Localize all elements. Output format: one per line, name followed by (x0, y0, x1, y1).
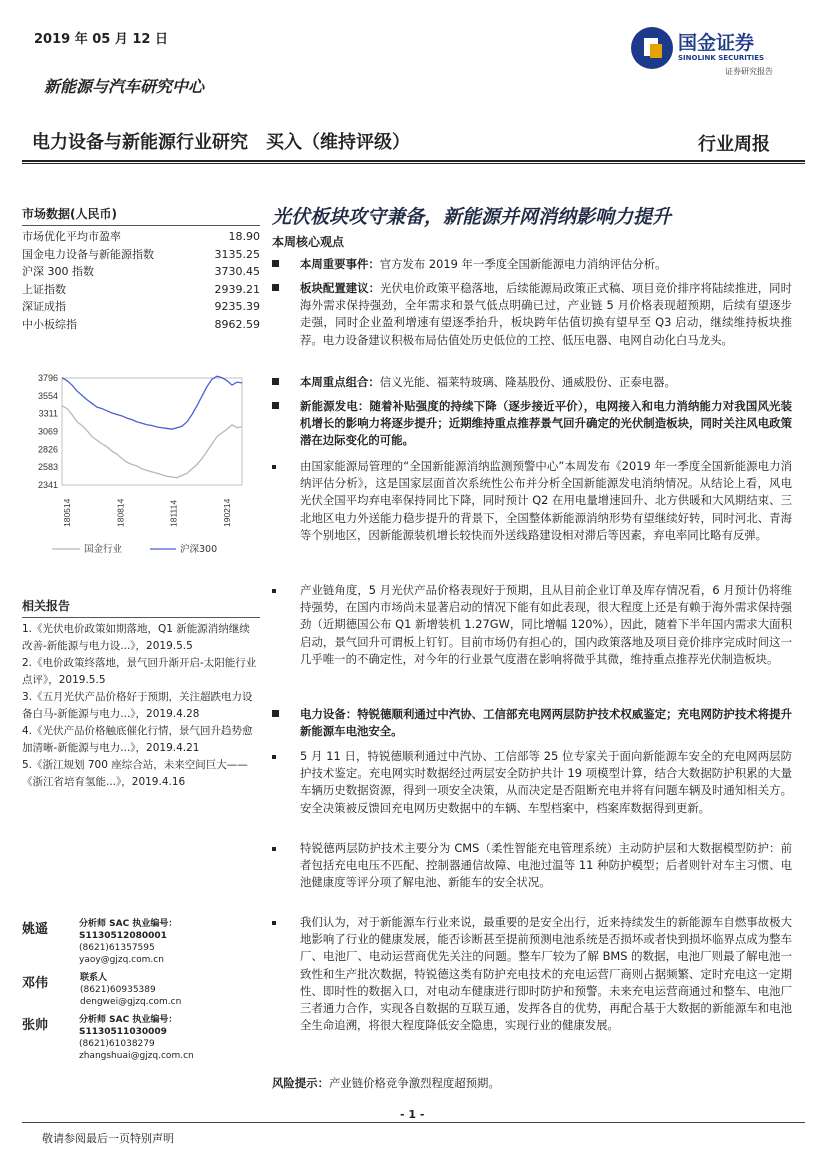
chain-text: 产业链角度，5 月光伏产品价格表现好于预期，且从目前企业订单及库存情况看，6 月预计仍将维持强势，在国内市场尚未显著启动的情况下能有如此表现，很大程度上还是有赖于海外需求保持强劲（近期德国公布 Q1 新增装机 1.27GW，同比增幅 120%），因此，随着下半年国内需求大面积启动，景气回升可谓板上钉钉。目前市场仍有担心的，国内政策落地及项目竞价排序完成时间这一几乎唯一的不确定性，对今年的行业景气度潜在影响将微乎其微，维持重点推荐光伏制造板块。 (300, 583, 792, 666)
market-value: 8962.59 (214, 317, 260, 331)
opinion-text: 我们认为，对于新能源车行业来说，最重要的是安全出行，近来持续发生的新能源车自燃事故极大地影响了行业的健康发展，能否诊断甚至提前预测电池系统是否损坏或者快到损坏临界点成为整车厂、电池厂、电动运营商优先关注的问题。整车厂较为了解 BMS 的数据，电池厂则最了解电池一致性和生产批次数据，特锐德这类有防护充电技术的充电运营厂商则占据频繁、定时充电这一定期性、即时性的数据入口，对电动车健康进行即时防护和预警。未来充电运营商通过和整车、电池厂三者通力合作，实现各自数据的互联互通，发挥各自的优势，再配合基于大数据的新能源车和电池全生命追溯，将很大程度降低安全隐患，实现行业的健康发展。 (300, 915, 792, 1033)
report-date: 2019 年 05 月 12 日 (34, 32, 168, 47)
renewable-text: 新能源发电：随着补贴强度的持续下降（逐步接近平价），电网接入和电力消纳能力对我国风光装机增长的影响力将逐步提升；近期维持重点推荐景气回升确定的光伏制造板块，同时关注风电政策潜在边际变化的可能。 (300, 399, 792, 448)
analyst-card (22, 1014, 262, 1062)
market-value: 3135.25 (214, 247, 260, 261)
market-row (22, 246, 260, 264)
logo-icon (630, 26, 674, 70)
market-label: 深证成指 (22, 300, 66, 313)
market-value: 3730.45 (214, 265, 260, 278)
footer-divider (22, 1122, 805, 1123)
risk-text: 产业链价格竞争激烈程度超预期。 (328, 1076, 500, 1090)
related-report-link[interactable]: 1.《光伏电价政策如期落地，Q1 新能源消纳继续改善-新能源与电力设...》，2019.5.5 (22, 623, 250, 652)
market-heading: 市场数据(人民币) (22, 205, 260, 226)
market-label: 中小板综指 (22, 317, 77, 331)
main-title (272, 202, 792, 229)
analyst-info: (8621)60935389 (80, 985, 156, 995)
related-report-link[interactable]: 4.《光伏产品价格触底催化行情，景气回升趋势愈加清晰-新能源与电力...》，2019.4.21 (22, 725, 253, 754)
x-tick-label: 180814 (115, 498, 126, 527)
related-heading: 相关报告 (22, 599, 71, 613)
para-portfolio (272, 374, 792, 391)
related-report-link[interactable]: 3.《五月光伏产品价格好于预期，关注超跌电力设备白马-新能源与电力...》，2019.4.28 (22, 691, 253, 720)
protection-text: 特锐德两层防护技术主要分为 CMS（柔性智能充电管理系统）主动防护层和大数据模型防护：前者包括充电电压不匹配、控制器通信故障、电池过温等 11 种防护模型；后者则针对车主习惯、电池健康度等评分项了解电池、新能车的安全状况。 (300, 841, 792, 890)
analyst-email[interactable]: dengwei@gjzq.com.cn (80, 997, 182, 1007)
event-text: 官方发布 2019 年一季度全国新能源电力消纳评估分析。 (379, 257, 667, 271)
market-label: 国金电力设备与新能源指数 (22, 247, 154, 261)
market-label: 市场优化平均市盈率 (22, 230, 121, 243)
logo-subtitle: 证券研究报告 (725, 67, 773, 76)
x-tick-label: 190214 (222, 498, 232, 527)
y-tick-label: 2583 (37, 462, 58, 473)
market-row (22, 263, 260, 281)
analyst-card (22, 972, 262, 1008)
analyst-name: 张帅 (22, 1018, 49, 1033)
x-tick-label: 180514 (62, 498, 72, 527)
logo-en: SINOLINK SECURITIES (678, 54, 765, 62)
para-renewable (272, 398, 792, 450)
headline: 光伏板块攻守兼备，新能源并网消纳影响力提升 (272, 206, 672, 228)
analyst-info: (8621)61038279 (79, 1039, 155, 1049)
analyst-card (22, 918, 262, 966)
para-equipment (272, 706, 792, 740)
para-teruide (272, 748, 792, 817)
report-type: 行业周报 (698, 134, 770, 155)
market-value: 2939.21 (214, 282, 260, 296)
portfolio-text: 信义光能、福莱特玻璃、隆基股份、通威股份、正泰电器。 (379, 375, 676, 389)
y-tick-label: 3069 (37, 426, 58, 437)
y-tick-label: 3554 (37, 390, 58, 401)
event-label: 本周重要事件： (300, 257, 380, 271)
risk-note (272, 1075, 500, 1091)
market-row (22, 298, 260, 316)
series-line-hs300 (62, 376, 242, 429)
analyst-name: 姚遥 (22, 922, 49, 937)
analyst-info: 分析师 SAC 执业编号：S1130511030009 (79, 1015, 178, 1037)
analyst-email[interactable]: zhangshuai@gjzq.com.cn (79, 1051, 194, 1061)
market-row (22, 228, 260, 246)
market-label: 上证指数 (22, 282, 66, 296)
analyst-info: 分析师 SAC 执业编号：S1130512080001 (79, 919, 178, 941)
market-data (22, 205, 260, 333)
analyst-name: 邓伟 (22, 976, 49, 991)
para-consumption (272, 458, 792, 544)
para-allocation (272, 280, 792, 349)
market-value: 9235.39 (214, 300, 260, 313)
allocation-text: 光伏电价政策平稳落地，后续能源局政策正式稿、项目竞价排序将陆续推进，同时海外需求保持强劲，全年需求和景气低点明确已过，产业链 5 月价格表现超预期，后续有望逐步走强，同时企业盈利增速有望逐季抬升，板块跨年估值切换有望早至 Q3 启动，继续维持板块推荐。电力设备建议积极布局估值处历史低位的工控、低压电器、电网自动化白马龙头。 (300, 281, 792, 347)
x-tick-label: 181114 (168, 499, 179, 527)
y-tick-label: 3796 (37, 373, 58, 383)
legend-label: 国金行业 (84, 544, 123, 555)
portfolio-label: 本周重点组合： (300, 375, 380, 389)
index-chart (22, 370, 260, 560)
related-report-link[interactable]: 2.《电价政策终落地，景气回升渐开启-太阳能行业点评》，2019.5.5 (22, 657, 257, 686)
legend-label: 沪深300 (180, 544, 218, 555)
risk-label: 风险提示： (272, 1076, 329, 1090)
footer-disclaimer: 敬请参阅最后一页特别声明 (42, 1132, 174, 1145)
research-center: 新能源与汽车研究中心 (44, 77, 205, 96)
header-divider (22, 160, 805, 162)
series-line-industry (62, 406, 242, 478)
teruide-text: 5 月 11 日，特锐德顺利通过中汽协、工信部等 25 位专家关于面向新能源车安全的充电网两层防护技术鉴定。充电网实时数据经过两层安全防护共计 19 项模型计算，结合大数据防护积累的大量车辆历史数据资源，得到一项安全决策，从而决定是否阻断充电并将有问题车辆及时通知相关方。安全决策被反馈回充电网历史数据中的车辆、车型档案中，档案库数据得到更新。 (300, 749, 792, 815)
para-opinion (272, 914, 792, 1034)
y-tick-label: 2826 (37, 444, 58, 455)
plot-frame (62, 378, 242, 485)
core-heading: 本周核心观点 (272, 235, 345, 249)
logo-cn: 国金证券 (678, 32, 755, 54)
allocation-label: 板块配置建议： (300, 281, 381, 295)
chart-svg (22, 370, 260, 560)
market-value: 18.90 (228, 230, 260, 243)
para-chain (272, 582, 792, 668)
analyst-info: 联系人 (80, 973, 108, 983)
equipment-text: 电力设备：特锐德顺利通过中汽协、工信部充电网两层防护技术权威鉴定；充电网防护技术将提升新能源车电池安全。 (300, 707, 792, 739)
header-divider-thin (22, 163, 805, 164)
para-event (272, 256, 792, 273)
related-report-link[interactable]: 5.《浙江规划 700 座综合站，未来空间巨大——《浙江省培育氢能...》，2019.4.16 (22, 759, 248, 788)
analyst-email[interactable]: yaoy@gjzq.com.cn (79, 955, 164, 965)
report-title: 电力设备与新能源行业研究 买入（维持评级） (32, 132, 410, 153)
consumption-text: 由国家能源局管理的“全国新能源消纳监测预警中心”本周发布《2019 年一季度全国新能源电力消纳评估分析》，这是国家层面首次系统性公布并分析全国新能源发电消纳情况。从结论上看，风电光伏全国平均弃电率保持同比下降，同时预计 Q2 在用电量增速回升、北方供暖和大风期结束、三北地区电力外送能力稳步提升的背景下，全国整体新能源消纳形势有望继续好转，同时河北、青海等个别地区，因新能源装机增长较快而外送线路建设相对滞后等因素，弃电率同比略有反弹。 (300, 459, 792, 542)
para-protection (272, 840, 792, 892)
y-tick-label: 3311 (38, 408, 58, 419)
market-label: 沪深 300 指数 (22, 265, 94, 278)
page-number: - 1 - (400, 1108, 425, 1121)
analyst-info: (8621)61357595 (79, 943, 155, 953)
analyst-list (22, 918, 262, 1068)
y-tick-label: 2341 (37, 480, 58, 490)
market-row (22, 316, 260, 334)
related-reports (22, 597, 260, 791)
market-row (22, 281, 260, 299)
